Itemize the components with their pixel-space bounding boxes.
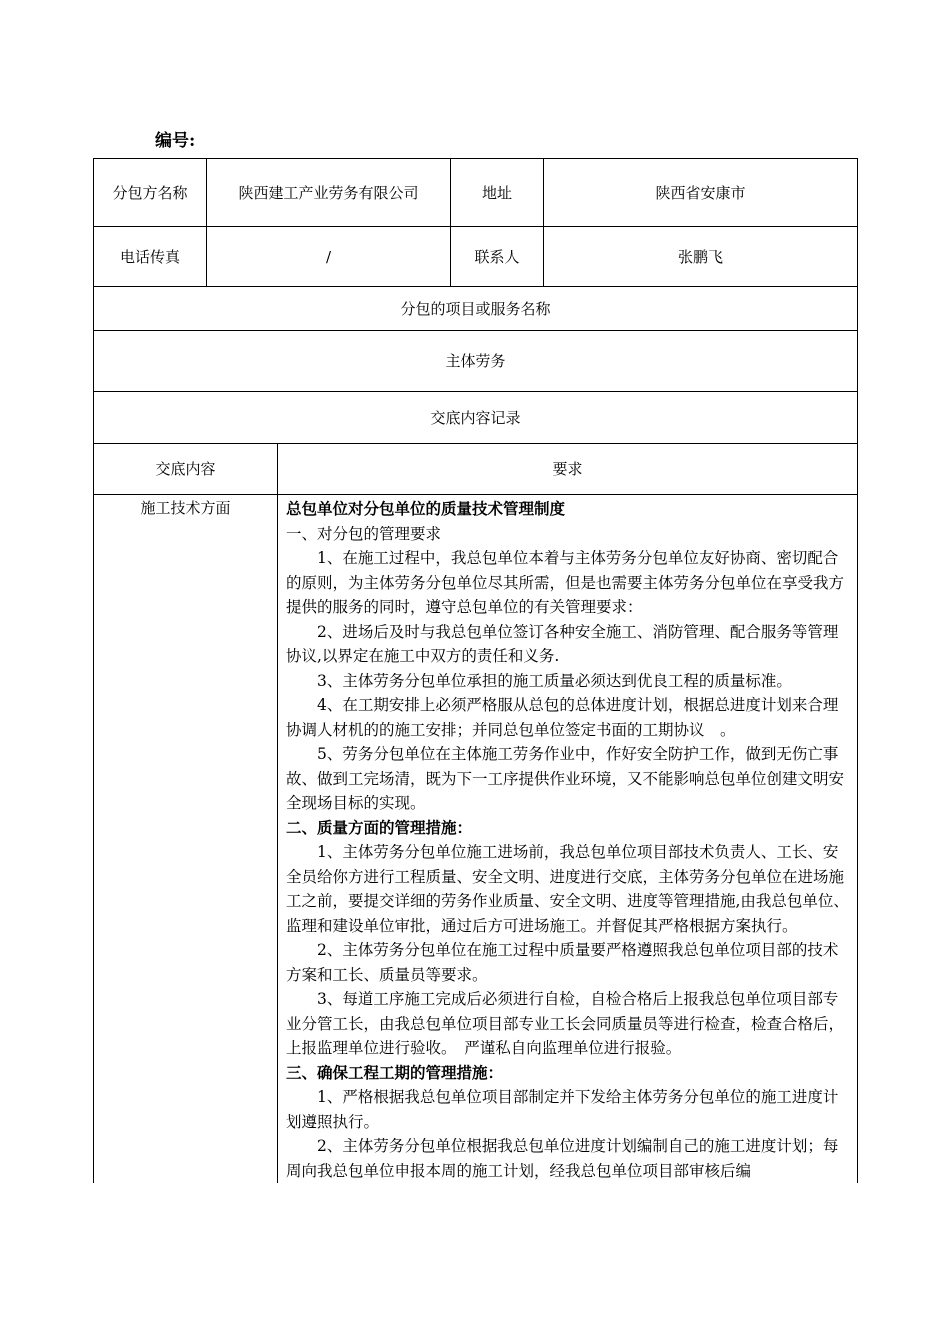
paragraph: 2、进场后及时与我总包单位签订各种安全施工、消防管理、配合服务等管理 协议,以界定在施工中双方的责任和义务. xyxy=(286,622,839,665)
serial-number-label: 编号: xyxy=(155,131,196,151)
handover-form-table xyxy=(93,158,858,1183)
address-label: 地址 xyxy=(451,159,544,227)
phone-fax-label: 电话传真 xyxy=(94,227,207,287)
subcontractor-name-value: 陕西建工产业劳务有限公司 xyxy=(207,159,451,227)
project-value: 主体劳务 xyxy=(94,331,858,392)
paragraph: 1、在施工过程中，我总包单位本着与主体劳务分包单位友好协商、密切配合的原则，为主体劳务分包单位尽其所需，但是也需要主体劳务分包单位在享受我方提供的服务的同时，遵守总包单位的有关管理要求： xyxy=(286,549,845,616)
section-label: 施工技术方面 xyxy=(94,495,278,1184)
paragraph: 1、严格根据我总包单位项目部制定并下发给主体劳务分包单位的施工进度计划遵照执行。 xyxy=(286,1088,839,1131)
contact-label: 联系人 xyxy=(451,227,544,287)
requirement-column-header: 要求 xyxy=(278,444,858,495)
schedule-measures-heading: 三、确保工程工期的管理措施： xyxy=(286,1062,504,1082)
subcontractor-name-label: 分包方名称 xyxy=(94,159,207,227)
project-title: 分包的项目或服务名称 xyxy=(94,287,858,331)
contact-value: 张鹏飞 xyxy=(544,227,858,287)
paragraph: 2、主体劳务分包单位在施工过程中质量要严格遵照我总包单位项目部的技术方案和工长、质量员等要求。 xyxy=(286,941,839,984)
paragraph: 5、劳务分包单位在主体施工劳务作业中，作好安全防护工作，做到无伤亡事故、做到工完场清，既为下一工序提供作业环境，又不能影响总包单位创建文明安全现场目标的实现。 xyxy=(286,745,845,812)
paragraph: 4、在工期安排上必须严格服从总包的总体进度计划，根据总进度计划来合理协调人材机的的施工安排；并同总包单位签定书面的工期协议 。 xyxy=(286,696,839,739)
paragraph: 3、每道工序施工完成后必须进行自检，自检合格后上报我总包单位项目部专业分管工长，由我总包单位项目部专业工长会同质量员等进行检查，检查合格后，上报监理单位进行验收。 严谨私自向监理单位进行报验。 xyxy=(286,990,845,1057)
content-column-header: 交底内容 xyxy=(94,444,278,495)
requirement-content xyxy=(278,495,858,1184)
address-value: 陕西省安康市 xyxy=(544,159,858,227)
paragraph: 3、主体劳务分包单位承担的施工质量必须达到优良工程的质量标准。 xyxy=(317,671,792,690)
paragraph: 2、主体劳务分包单位根据我总包单位进度计划编制自己的施工进度计划；每周向我总包单位申报本周的施工计划，经我总包单位项目部审核后编 xyxy=(286,1137,839,1180)
phone-fax-value: / xyxy=(207,227,451,287)
quality-measures-heading: 二、质量方面的管理措施： xyxy=(286,817,473,837)
record-title: 交底内容记录 xyxy=(94,392,858,444)
paragraph: 1、主体劳务分包单位施工进场前，我总包单位项目部技术负责人、工长、安全员给你方进行工程质量、安全文明、进度进行交底，主体劳务分包单位在进场施工之前，要提交详细的劳务作业质量、安全文明、进度等管理措施,由我总包单位、监理和建设单位审批，通过后方可进场施工。并督促其严格根据方案执行。 xyxy=(286,843,849,935)
subcontract-requirements-heading: 一、对分包的管理要求 xyxy=(286,524,442,543)
content-heading: 总包单位对分包单位的质量技术管理制度 xyxy=(286,499,566,518)
